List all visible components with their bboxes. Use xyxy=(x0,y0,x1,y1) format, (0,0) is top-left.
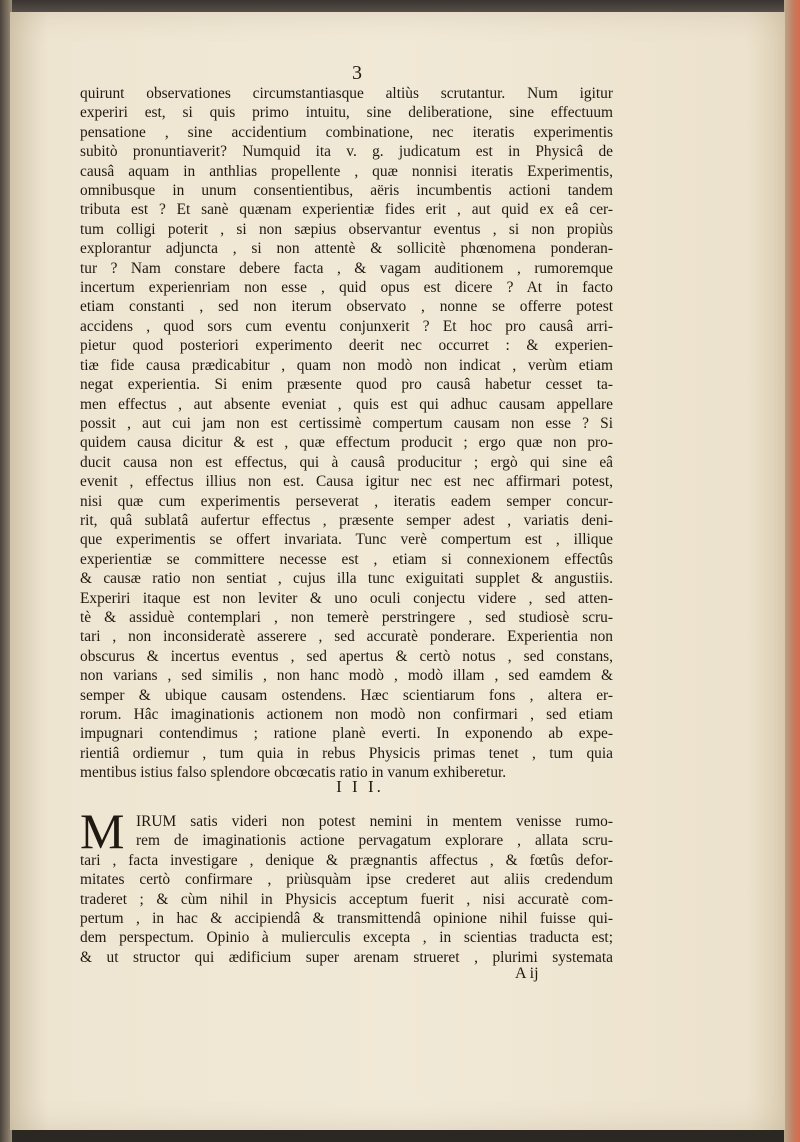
text-line: tari , facta investigare , denique & prægnantis affectus , & fœtûs defor- xyxy=(80,851,613,869)
text-line: nisi quæ cum experimentis perseverat , iteratis eadem semper concur- xyxy=(80,492,613,510)
text-line: causâ aquam in anthlias propellente , quæ nonnisi iteratis Experimentis, xyxy=(80,162,613,180)
text-line: traderet ; & cùm nihil in Physicis acceptum fuerit , nisi accuratè com- xyxy=(80,890,613,908)
text-line: quirunt observationes circumstantiasque altiùs scrutantur. Num igitur xyxy=(80,85,613,102)
text-line: pietur quod posteriori experimento deerit nec occurret : & experien- xyxy=(80,337,613,355)
text-line: rorum. Hâc imaginationis actionem non modò non confirmari , sed etiam xyxy=(80,706,613,723)
text-line: que experimentis se offert invariata. Tunc verè compertum est , illique xyxy=(80,531,613,549)
text-line: explorantur adjuncta , si non attentè & sollicitè phœnomena ponderan- xyxy=(80,240,613,258)
text-line: subitò pronuntiaverit? Numquid ita v. g. judicatum est in Physicâ de xyxy=(80,143,613,161)
text-line: ducit causa non est effectus, qui à causâ producitur ; ergò qui sine eâ xyxy=(80,453,613,471)
text-line: mentibus istius falso splendore obcœcatis ratio in vanum exhiberetur. xyxy=(80,764,507,782)
text-line: impugnari contendimus ; ratione planè everti. In exponendo ab expe- xyxy=(80,725,613,743)
text-line: negat experientia. Si enim præsente quod pro causâ habetur cesset ta- xyxy=(80,376,613,394)
text-line: pensatione , sine accidentium combinatione, nec iteratis experimentis xyxy=(80,123,613,141)
text-line: tum colligi poterit , si non sæpius observantur eventus , si non propiùs xyxy=(80,220,613,238)
second-text-block xyxy=(80,812,613,967)
text-line: rientiâ ordiemur , tum quia in rebus Physicis primas tenet , tum quia xyxy=(80,744,613,762)
text-line: tari , non inconsideratè asserere , sed accuratè ponderare. Experientia non xyxy=(80,628,613,646)
book-edge-right xyxy=(784,0,800,1142)
text-line: etiam constanti , sed non iterum observato , nonne se offerre potest xyxy=(80,298,613,316)
text-line: evenit , effectus illius non est. Causa igitur nec est nec affirmari potest, xyxy=(80,473,613,491)
text-line: omnibusque in unum consentientibus, aëris incumbentis actioni tandem xyxy=(80,182,613,200)
text-line: possit , aut cui jam non est certissimè compertum causam non esse ? Si xyxy=(80,414,613,432)
text-line: tè & assiduè contemplari , non temerè perstringere , sed studiosè scru- xyxy=(80,608,613,626)
text-line: mitates certò confirmare , priùsquàm ipse crederet aut aliis credendum xyxy=(80,871,613,889)
text-line: men effectus , aut absente eveniat , quis est qui adhuc causam appellare xyxy=(80,395,613,413)
text-line: experiri est, si quis primo intuitu, sine deliberatione, sine effectuum xyxy=(80,104,613,122)
text-line: pertum , in hac & accipiendâ & transmittendâ opinione nihil fuisse qui- xyxy=(80,910,613,928)
text-line: accidens , quod sors cum eventu conjunxerit ? Et hoc pro causâ arri- xyxy=(80,317,613,335)
text-line: dem perspectum. Opinio à mulierculis excepta , in scientias traducta est; xyxy=(80,929,613,947)
text-line: obscurus & incertus eventus , sed apertus & certò notus , sed constans, xyxy=(80,647,613,665)
main-text-block xyxy=(80,84,613,783)
text-line: tiæ fide causa prædicabitur , quam non modò non indicat , verùm etiam xyxy=(80,356,613,374)
text-line: semper & ubique causam ostendens. Hæc scientiarum fons , altera er- xyxy=(80,686,613,704)
text-line: tur ? Nam constare debere facta , & vagam auditionem , rumoremque xyxy=(80,259,613,277)
text-line: IRUM satis videri non potest nemini in mentem venisse rumo- xyxy=(136,813,613,830)
text-line: rem de imaginationis actione pervagatum explorare , allata scru- xyxy=(136,832,613,850)
text-line: incertum experienriam non esse , quid opus est dicere ? At in facto xyxy=(80,279,613,297)
text-line: Experiri itaque est non leviter & uno oculi conjectu videre , sed atten- xyxy=(80,589,613,607)
text-line: quidem causa dicitur & est , quæ effectum producit ; ergo quæ non pro- xyxy=(80,434,613,452)
text-line: & ut structor qui ædificium super arenam strueret , plurimi systemata xyxy=(80,948,613,966)
section-heading: I I I. xyxy=(336,777,384,796)
text-line: non varians , sed similis , non hanc modò , modò illam , sed eamdem & xyxy=(80,667,613,685)
text-line: experientiæ se committere necesse est , etiam si connexionem effectûs xyxy=(80,550,613,568)
drop-cap: M xyxy=(80,803,125,859)
page-number: 3 xyxy=(352,62,362,84)
text-line: & causæ ratio non sentiat , cujus illa tunc exiguitati supplet & angustiis. xyxy=(80,570,613,588)
text-line: tributa est ? Et sanè quænam experientiæ fides erit , aut quid ex eâ cer- xyxy=(80,201,613,219)
text-line: rit, quâ sublatâ aufertur effectus , præsente semper adest , variatis deni- xyxy=(80,511,613,529)
signature-mark: A ij xyxy=(515,965,539,982)
